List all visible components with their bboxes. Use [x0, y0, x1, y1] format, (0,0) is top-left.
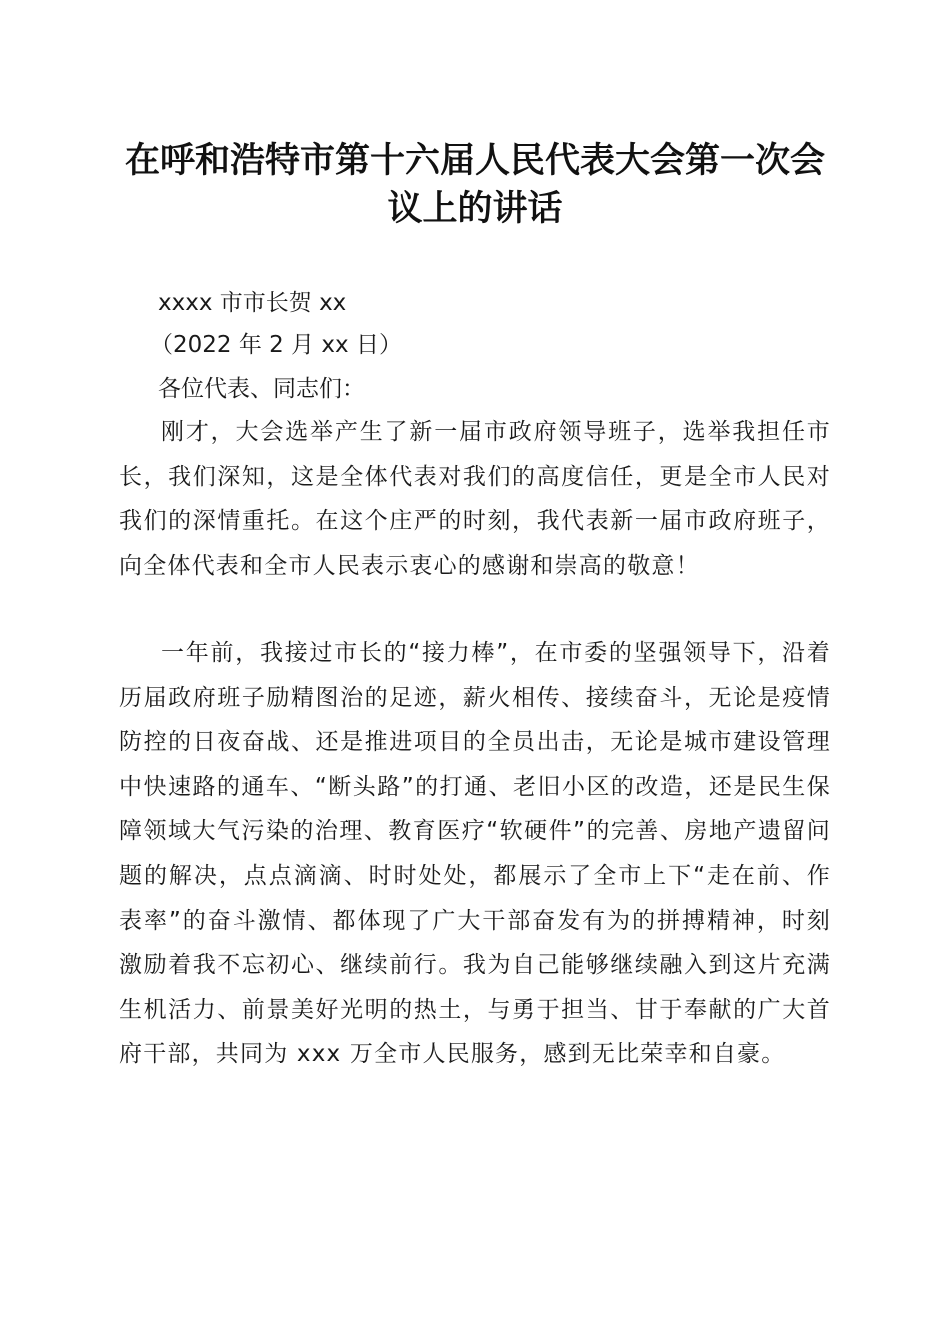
date-line: （2022 年 2 月 xx 日） — [150, 332, 402, 358]
document-title-line-2: 议上的讲话 — [387, 188, 563, 229]
author-line: xxxx 市市长贺 xx — [158, 290, 347, 316]
document-title-line-1: 在呼和浩特市第十六届人民代表大会第一次会 — [124, 140, 825, 181]
body-paragraph-2: 一年前，我接过市长的“接力棒”，在市委的坚强领导下，沿着历届政府班子励精图治的足迹，薪火相传、接续奋斗，无论是疫情防控的日夜奋战、还是推进项目的全员出击，无论是城市建设管理中快速路的通车、“断头路”的打通、老旧小区的改造，还是民生保障领域大气污染的治理、教育医疗“软硬件”的完善、房地产遗留问题的解决，点点滴滴、时时处处，都展示了全市上下“走在前、作表率”的奋斗激情、都体现了广大干部奋发有为的拼搏精神，时刻激励着我不忘初心、继续前行。我为自己能够继续融入到这片充满生机活力、前景美好光明的热土，与勇于担当、甘于奉献的广大首府干部，共同为 xxx 万全市人民服务，感到无比荣幸和自豪。 — [119, 640, 831, 1068]
body-paragraph-1: 刚才，大会选举产生了新一届市政府领导班子，选举我担任市长，我们深知，这是全体代表对我们的高度信任，更是全市人民对我们的深情重托。在这个庄严的时刻，我代表新一届市政府班子，向全体代表和全市人民表示衷心的感谢和崇高的敬意！ — [119, 419, 831, 579]
salutation: 各位代表、同志们： — [158, 376, 365, 402]
